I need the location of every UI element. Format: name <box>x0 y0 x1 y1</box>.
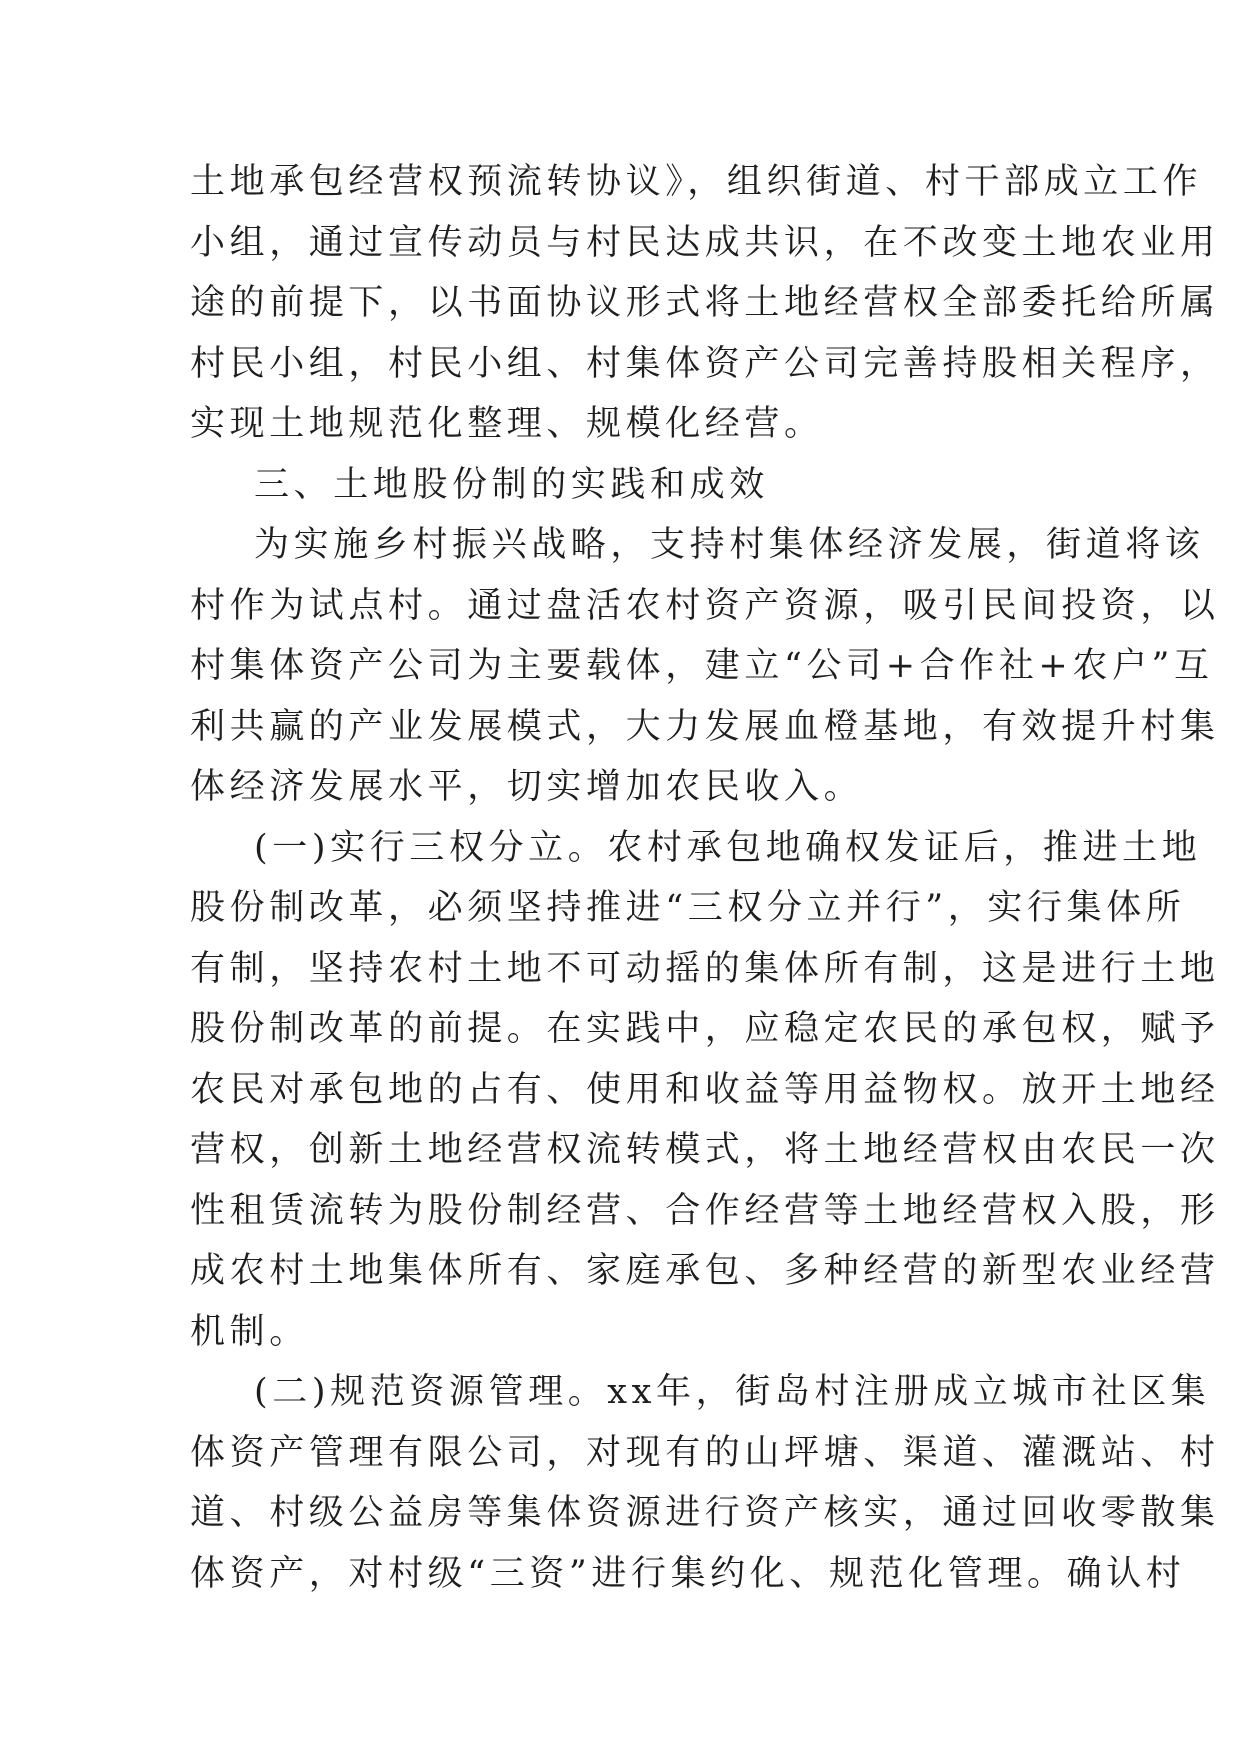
subsection-paragraph-line: (二)规范资源管理。xx年，街岛村注册成立城市社区集 <box>254 1372 1211 1412</box>
paragraph-line: 性租赁流转为股份制经营、合作经营等土地经营权入股，形 <box>190 1190 1220 1231</box>
document-body <box>190 152 1220 1604</box>
paragraph-line: 机制。 <box>190 1311 309 1352</box>
paragraph-line: 为实施乡村振兴战略，支持村集体经济发展，街道将该 <box>254 525 1205 565</box>
paragraph-line: 体资产管理有限公司，对现有的山坪塘、渠道、灌溉站、村 <box>190 1432 1220 1473</box>
paragraph-line: 股份制改革，必须坚持推进“三权分立并行”，实行集体所 <box>190 888 1186 928</box>
paragraph-line: 股份制改革的前提。在实践中，应稳定农民的承包权，赋予 <box>190 1009 1220 1049</box>
paragraph-line: 小组，通过宣传动员与村民达成共识，在不改变土地农业用 <box>190 222 1220 263</box>
paragraph-line: 有制，坚持农村土地不可动摇的集体所有制，这是进行土地 <box>190 948 1220 989</box>
paragraph-line: 实现土地规范化整理、规模化经营。 <box>190 404 824 444</box>
paragraph-line: 村民小组，村民小组、村集体资产公司完善持股相关程序， <box>190 343 1220 384</box>
paragraph-line: 村作为试点村。通过盘活农村资产资源，吸引民间投资，以 <box>190 585 1220 626</box>
paragraph-line: 途的前提下，以书面协议形式将土地经营权全部委托给所属 <box>190 283 1220 323</box>
paragraph-line: 土地承包经营权预流转协议》，组织街道、村干部成立工作 <box>190 162 1203 202</box>
paragraph-line: 利共赢的产业发展模式，大力发展血橙基地，有效提升村集 <box>190 706 1220 747</box>
paragraph-line: 体资产，对村级“三资”进行集约化、规范化管理。确认村 <box>190 1553 1186 1594</box>
paragraph-line: 农民对承包地的占有、使用和收益等用益物权。放开土地经 <box>190 1069 1220 1110</box>
paragraph-line: 村集体资产公司为主要载体，建立“公司+合作社+农户”互 <box>190 646 1214 686</box>
paragraph-line: 成农村土地集体所有、家庭承包、多种经营的新型农业经营 <box>190 1251 1220 1291</box>
subsection-paragraph-line: (一)实行三权分立。农村承包地确权发证后，推进土地 <box>254 827 1202 868</box>
paragraph-line: 营权，创新土地经营权流转模式，将土地经营权由农民一次 <box>190 1130 1220 1170</box>
paragraph-line: 体经济发展水平，切实增加农民收入。 <box>190 767 864 807</box>
section-heading: 三、土地股份制的实践和成效 <box>254 464 769 505</box>
paragraph-line: 道、村级公益房等集体资源进行资产核实，通过回收零散集 <box>190 1493 1220 1533</box>
